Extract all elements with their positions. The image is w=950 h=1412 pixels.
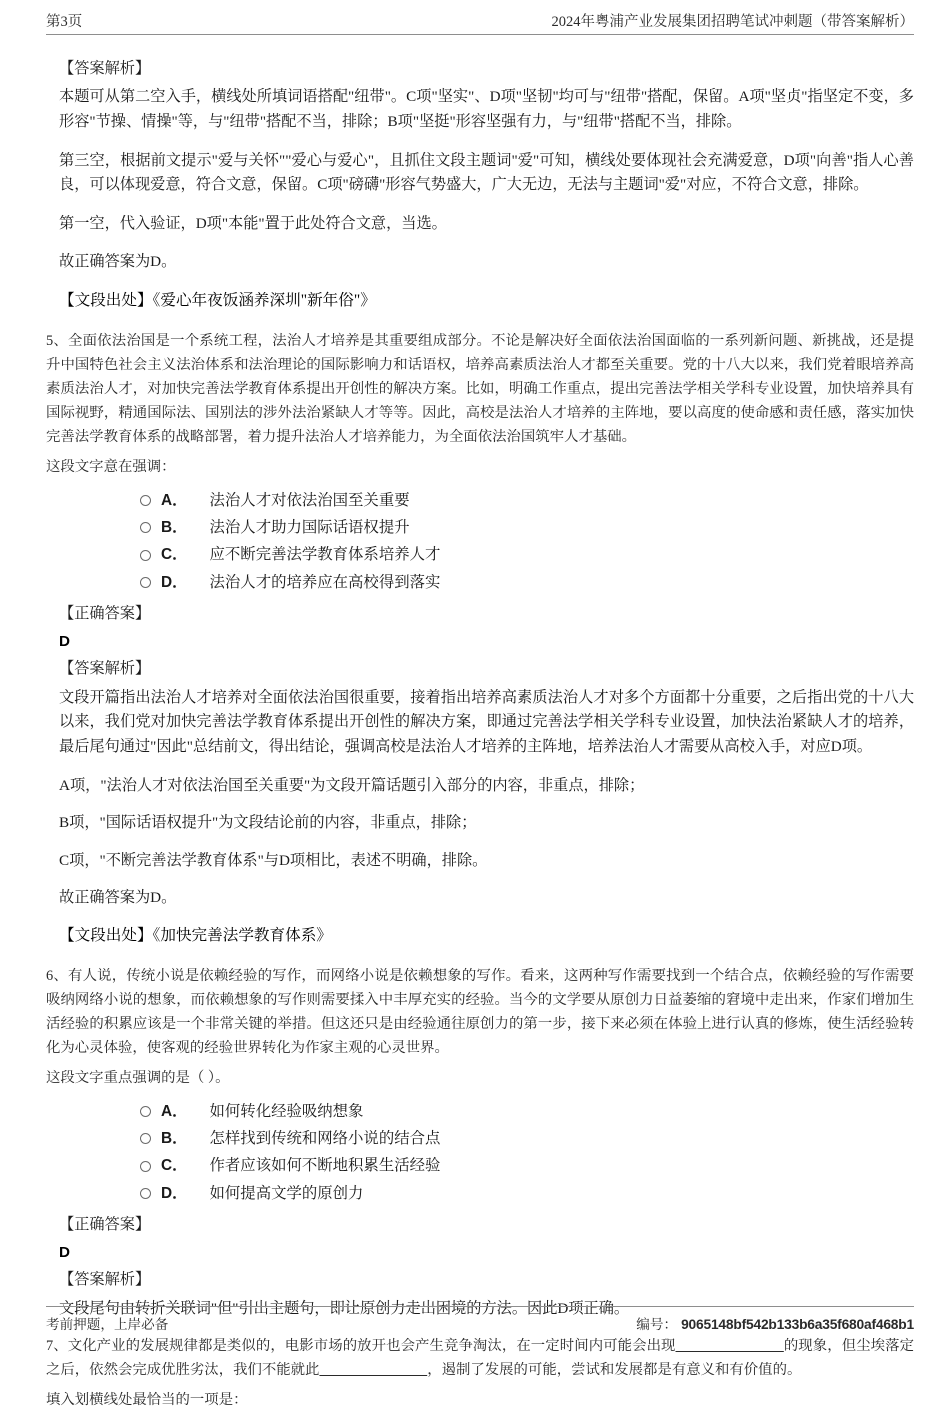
- q5-source-title: 《加快完善法学教育体系》: [152, 927, 332, 944]
- q7-blank-2: ＿＿＿＿＿＿＿: [319, 1362, 428, 1379]
- q6-analysis-text: 文段尾句由转折关联词"但"引出主题句，即让原创力走出困境的方法。因此D项正确。: [59, 1299, 630, 1317]
- q5-option-c-label: 应不断完善法学教育体系培养人才: [209, 546, 441, 564]
- q7-stem: [46, 1335, 914, 1383]
- q4-source-label: 【文段出处】: [59, 292, 153, 310]
- q5-correct-answer-label: 【正确答案】: [59, 605, 151, 623]
- q5-option-b-label: 法治人才助力国际话语权提升: [209, 518, 410, 536]
- q5-analysis-label: 【答案解析】: [59, 660, 151, 678]
- q7-stem-part-3: ，遏制了发展的可能，尝试和发展都是有意义和有价值的。: [427, 1362, 802, 1379]
- q5-option-b-letter: B．: [161, 518, 188, 536]
- q5-correct-answer-value: D: [59, 632, 70, 650]
- q6-option-a-letter: A．: [161, 1102, 188, 1120]
- q6-option-c-label: 作者应该如何不断地积累生活经验: [209, 1157, 441, 1175]
- q6-option-d-letter: D．: [161, 1184, 188, 1202]
- q6-option-a-label: 如何转化经验吸纳想象: [209, 1102, 364, 1120]
- q5-option-d-letter: D．: [161, 573, 188, 591]
- radio-icon[interactable]: [140, 577, 151, 588]
- radio-icon[interactable]: [140, 522, 151, 533]
- q5-option-d[interactable]: [46, 571, 914, 594]
- q6-option-b-label: 怎样找到传统和网络小说的结合点: [209, 1130, 441, 1148]
- q6-correct-answer-value: D: [59, 1243, 70, 1261]
- q5-option-d-label: 法治人才的培养应在高校得到落实: [209, 573, 441, 591]
- q5-source-label: 【文段出处】: [59, 927, 153, 944]
- q6-option-a[interactable]: [46, 1100, 914, 1123]
- q7-stem-part-1: 7、文化产业的发展规律都是类似的，电影市场的放开也会产生竞争淘汰，在一定时间内可能会出现: [46, 1338, 676, 1355]
- q6-option-d-label: 如何提高文学的原创力: [209, 1184, 364, 1202]
- q4-analysis-para-3: 第一空，代入验证，D项"本能"置于此处符合文意，当选。: [59, 214, 447, 232]
- radio-icon[interactable]: [140, 1188, 151, 1199]
- q5-option-a-letter: A．: [161, 491, 188, 509]
- q5-analysis-conclusion: 故正确答案为D。: [59, 889, 177, 907]
- q5-analysis-option-c: C项，"不断完善法学教育体系"与D项相比，表述不明确，排除。: [59, 851, 488, 869]
- q4-source-title: 《爱心年夜饭涵养深圳"新年俗"》: [152, 292, 376, 310]
- q4-analysis-label: 【答案解析】: [59, 60, 151, 77]
- q7-blank-1: ＿＿＿＿＿＿＿: [675, 1338, 784, 1355]
- radio-icon[interactable]: [140, 495, 151, 506]
- radio-icon[interactable]: [140, 1161, 151, 1172]
- footer-id: [636, 1313, 914, 1333]
- q4-analysis-para-2: 第三空，根据前文提示"爱与关怀""爱心与爱心"，且抓住文段主题词"爱"可知，横线处要体现社会充满爱意，D项"向善"指人心善良，可以体现爱意，符合文意，保留。C项"磅礴"形容气势盛大，广大无边，无法与主题词"爱"对应，不符合文意，排除。: [59, 151, 914, 194]
- q6-option-c[interactable]: [46, 1154, 914, 1177]
- q5-prompt: 这段文字意在强调：: [46, 458, 176, 475]
- q5-options: [46, 489, 914, 595]
- q4-analysis-conclusion: 故正确答案为D。: [59, 253, 177, 271]
- radio-icon[interactable]: [140, 1133, 151, 1144]
- q6-stem: 6、有人说，传统小说是依赖经验的写作，而网络小说是依赖想象的写作。看来，这两种写作需要找到一个结合点，依赖经验的写作需要吸纳网络小说的想象，而依赖想象的写作则需要揉入中丰厚充实的经验。当今的文学要从原创力日益萎缩的窘境中走出来，作家们增加生活经验的积累应该是一个非常关键的举措。但这还只是由经验通往原创力的第一步，接下来必须在体验上进行认真的修炼，使生活经验转化为心灵体验，使客观的经验世界转化为作家主观的心灵世界。: [46, 967, 914, 1056]
- q5-option-a[interactable]: [46, 489, 914, 512]
- q6-correct-answer-label: 【正确答案】: [59, 1216, 151, 1234]
- q6-option-b-letter: B．: [161, 1130, 188, 1148]
- q5-analysis-option-a: A项，"法治人才对依法治国至关重要"为文段开篇话题引入部分的内容，非重点，排除；: [59, 776, 645, 794]
- q6-option-b[interactable]: [46, 1127, 914, 1150]
- q7-prompt: 填入划横线处最恰当的一项是：: [46, 1392, 248, 1409]
- q6-options: [46, 1100, 914, 1206]
- footer-slogan: 考前押题，上岸必备: [46, 1317, 169, 1332]
- page-number-label: 第3页: [46, 14, 83, 30]
- radio-icon[interactable]: [140, 550, 151, 561]
- q5-option-c[interactable]: [46, 543, 914, 566]
- footer-id-label: 编号：: [636, 1317, 678, 1332]
- q6-prompt: 这段文字重点强调的是（ ）。: [46, 1069, 230, 1086]
- q5-option-b[interactable]: [46, 516, 914, 539]
- footer-id-value: 9065148bf542b133b6a35f680af468b1: [681, 1317, 914, 1332]
- q4-analysis-para-1: 本题可从第二空入手，横线处所填词语搭配"纽带"。C项"坚实"、D项"坚韧"均可与"纽带"搭配，保留。A项"坚贞"指坚定不变，多形容"节操、情操"等，与"纽带"搭配不当，排除；B项"坚挺"形容坚强有力，与"纽带"搭配不当，排除。: [59, 88, 914, 130]
- q5-analysis-para-1: 文段开篇指出法治人才培养对全面依法治国很重要，接着指出培养高素质法治人才对多个方面都十分重要，之后指出党的十八大以来，我们党对加快完善法学教育体系提出开创性的解决方案，即通过完善法学相关学科专业设置，加快法治紧缺人才的培养，最后尾句通过"因此"总结前文，得出结论，强调高校是法治人才培养的主阵地，培养法治人才需要从高校入手，对应D项。: [59, 688, 914, 755]
- running-header: [46, 10, 914, 35]
- q6-option-d[interactable]: [46, 1182, 914, 1205]
- q5-option-c-letter: C．: [161, 546, 188, 564]
- document-title: 2024年粤浦产业发展集团招聘笔试冲刺题（带答案解析）: [551, 14, 914, 30]
- q5-analysis-option-b: B项，"国际话语权提升"为文段结论前的内容，非重点，排除；: [59, 814, 477, 832]
- q5-stem: 5、全面依法治国是一个系统工程，法治人才培养是其重要组成部分。不论是解决好全面依法治国面临的一系列新问题、新挑战，还是提升中国特色社会主义法治体系和法治理论的国际影响力和话语权，培养高素质法治人才都至关重要。党的十八大以来，我们党着眼培养高素质法治人才，对加快完善法学教育体系提出开创性的解决方案。比如，明确工作重点，提出完善法学相关学科专业设置，加快培养具有国际视野，精通国际法、国别法的涉外法治紧缺人才等等。因此，高校是法治人才培养的主阵地，要以高度的使命感和责任感，落实加快完善法学教育体系的战略部署，着力提升法治人才培养能力，为全面依法治国筑牢人才基础。: [46, 333, 914, 445]
- q5-option-a-label: 法治人才对依法治国至关重要: [209, 491, 410, 509]
- radio-icon[interactable]: [140, 1106, 151, 1117]
- q6-analysis-label: 【答案解析】: [59, 1271, 151, 1289]
- q7-stem-part-2: 的现象，但尘埃落定之后，依然会完成优胜劣汰，我们不能就此: [46, 1338, 914, 1379]
- q5-source: [46, 924, 914, 949]
- page-footer: [46, 1306, 914, 1333]
- q4-source: [46, 289, 914, 314]
- q6-option-c-letter: C．: [161, 1157, 188, 1175]
